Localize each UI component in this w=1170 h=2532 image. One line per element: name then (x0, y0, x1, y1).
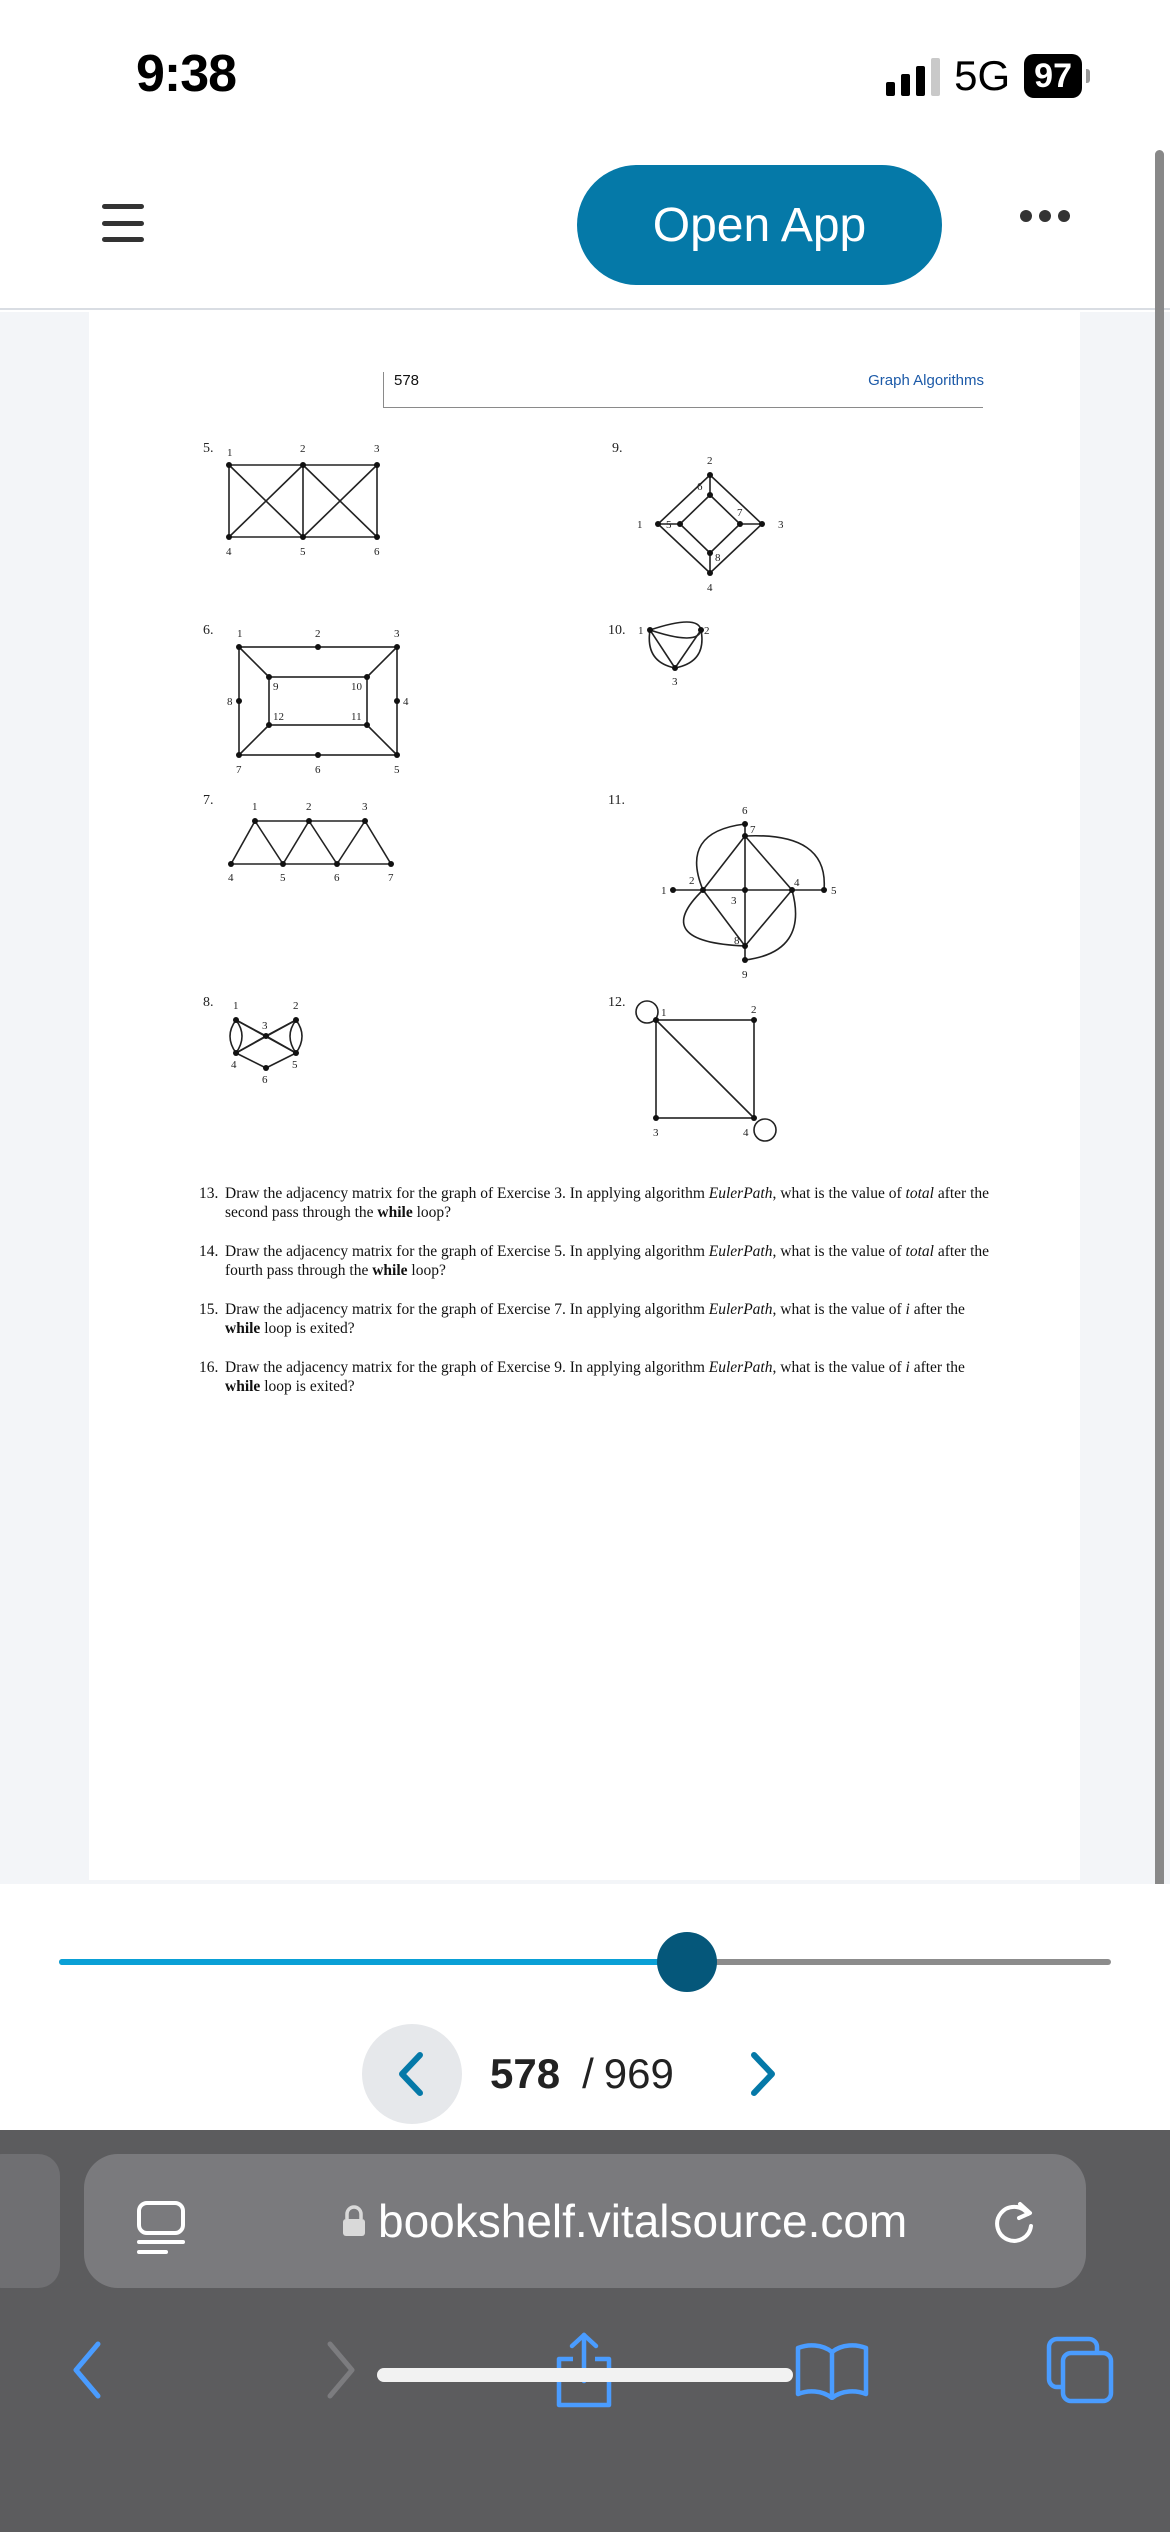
node-label: 5 (300, 546, 306, 558)
node-label: 3 (731, 895, 737, 907)
adjacent-tab-preview[interactable] (0, 2154, 60, 2288)
figure-11 (608, 793, 837, 981)
figure-label: 10. (608, 623, 626, 638)
node-label: 2 (300, 443, 306, 455)
exercise-item: 14. Draw the adjacency matrix for the graph of Exercise 5. In applying algorithm EulerPath, what is the value of total after the fourth pass through the while loop? (199, 1243, 990, 1279)
node-label: 3 (672, 676, 678, 688)
node-label: 2 (293, 1000, 299, 1012)
node-label: 6 (697, 481, 703, 493)
node-label: 4 (403, 696, 409, 708)
browser-chrome (0, 2130, 1170, 2532)
node-label: 2 (707, 455, 713, 467)
node-label: 3 (374, 443, 380, 455)
menu-icon[interactable] (102, 204, 144, 242)
node-label: 1 (661, 885, 667, 897)
node-label: 7 (236, 764, 242, 776)
figure-10 (608, 622, 710, 688)
node-label: 1 (233, 1000, 239, 1012)
status-indicators (886, 52, 1090, 100)
reader-controls (0, 1884, 1170, 2130)
node-label: 6 (742, 805, 748, 817)
node-label: 6 (334, 872, 340, 884)
figure-label: 9. (612, 441, 623, 456)
node-label: 5 (394, 764, 400, 776)
node-label: 9 (742, 969, 748, 981)
node-label: 9 (273, 681, 279, 693)
node-label: 1 (661, 1007, 667, 1019)
page-number: 578 (394, 372, 420, 389)
figure-label: 11. (608, 793, 625, 808)
chapter-title: Graph Algorithms (868, 372, 984, 389)
node-label: 1 (637, 519, 643, 531)
lock-icon (342, 2205, 366, 2237)
next-page-button[interactable] (712, 2024, 812, 2124)
exercise-item: 16. Draw the adjacency matrix for the graph of Exercise 9. In applying algorithm EulerPath, what is the value of i after the while loop is exited? (199, 1359, 965, 1395)
node-label: 1 (227, 447, 233, 459)
url-display[interactable] (342, 2194, 907, 2248)
figure-9 (612, 441, 784, 594)
home-indicator[interactable] (377, 2368, 793, 2382)
node-label: 3 (394, 628, 400, 640)
more-options-icon[interactable] (1020, 210, 1070, 222)
network-type: 5G (954, 52, 1011, 99)
status-time: 9:38 (136, 45, 237, 103)
figure-label: 12. (608, 995, 626, 1010)
node-label: 4 (231, 1059, 237, 1071)
book-icon (794, 2340, 870, 2400)
node-label: 2 (689, 875, 695, 887)
figure-label: 5. (203, 441, 214, 456)
node-label: 5 (292, 1059, 298, 1071)
node-label: 6 (262, 1074, 268, 1086)
node-label: 6 (374, 546, 380, 558)
page-separator: / (582, 2050, 594, 2097)
node-label: 3 (262, 1020, 268, 1032)
page-slider-progress (59, 1959, 687, 1965)
node-label: 5 (280, 872, 286, 884)
node-label: 5 (831, 885, 837, 897)
graph-figures (89, 312, 1080, 1182)
node-label: 4 (228, 872, 234, 884)
node-label: 10 (351, 681, 362, 693)
node-label: 6 (315, 764, 321, 776)
node-label: 2 (704, 625, 710, 637)
forward-arrow-icon (320, 2340, 360, 2400)
figure-label: 7. (203, 793, 214, 808)
node-label: 2 (306, 801, 312, 813)
url-text: bookshelf.vitalsource.com (378, 2195, 908, 2247)
node-label: 1 (237, 628, 243, 640)
node-label: 3 (362, 801, 368, 813)
node-label: 2 (315, 628, 321, 640)
book-page (89, 312, 1080, 1880)
tabs-icon (1045, 2335, 1115, 2405)
chevron-left-icon (392, 2049, 432, 2099)
node-label: 4 (794, 877, 800, 889)
tab-overview-icon[interactable] (136, 2200, 186, 2256)
node-label: 7 (737, 507, 743, 519)
node-label: 3 (778, 519, 784, 531)
reload-icon[interactable] (988, 2196, 1040, 2248)
node-label: 12 (273, 711, 284, 723)
signal-icon (886, 56, 940, 96)
node-label: 11 (351, 711, 362, 723)
tabs-button[interactable] (1030, 2320, 1130, 2420)
reader-viewport[interactable] (0, 312, 1170, 1884)
node-label: 3 (653, 1127, 659, 1139)
previous-page-button[interactable] (362, 2024, 462, 2124)
node-label: 8 (715, 552, 721, 564)
node-label: 4 (226, 546, 232, 558)
figure-12 (608, 995, 776, 1141)
back-button[interactable] (38, 2320, 138, 2420)
exercise-item: 13. Draw the adjacency matrix for the graph of Exercise 3. In applying algorithm EulerPath, what is the value of total after the second pass through the while loop? (199, 1185, 990, 1221)
node-label: 1 (252, 801, 258, 813)
node-label: 4 (707, 582, 713, 594)
node-label: 2 (751, 1004, 757, 1016)
page-slider[interactable] (59, 1959, 1111, 1965)
node-label: 7 (750, 824, 756, 836)
figure-6 (203, 623, 409, 776)
address-bar[interactable] (84, 2154, 1086, 2288)
bookmarks-button[interactable] (782, 2320, 882, 2420)
current-page: 578 (490, 2050, 561, 2097)
figure-5 (203, 441, 380, 558)
figure-label: 8. (203, 995, 214, 1010)
app-header (0, 150, 1170, 310)
node-label: 5 (666, 519, 672, 531)
exercise-item: 15. Draw the adjacency matrix for the graph of Exercise 7. In applying algorithm EulerPath, what is the value of i after the while loop is exited? (199, 1301, 965, 1337)
battery-icon: 97 (1024, 54, 1082, 98)
node-label: 4 (743, 1127, 749, 1139)
back-arrow-icon (68, 2340, 108, 2400)
vertical-scrollbar[interactable] (1155, 150, 1164, 1920)
page-indicator (490, 2050, 674, 2098)
page-slider-thumb[interactable] (657, 1932, 717, 1992)
total-pages: 969 (603, 2050, 674, 2097)
chevron-right-icon (742, 2049, 782, 2099)
node-label: 1 (638, 625, 644, 637)
battery-tip (1086, 69, 1090, 83)
figure-7 (203, 793, 394, 884)
node-label: 7 (388, 872, 394, 884)
exercise-list (199, 1184, 999, 1416)
figure-label: 6. (203, 623, 214, 638)
figure-8 (203, 995, 302, 1086)
node-label: 8 (734, 935, 740, 947)
forward-button[interactable] (290, 2320, 390, 2420)
node-label: 8 (227, 696, 233, 708)
open-app-button[interactable]: Open App (577, 165, 942, 285)
